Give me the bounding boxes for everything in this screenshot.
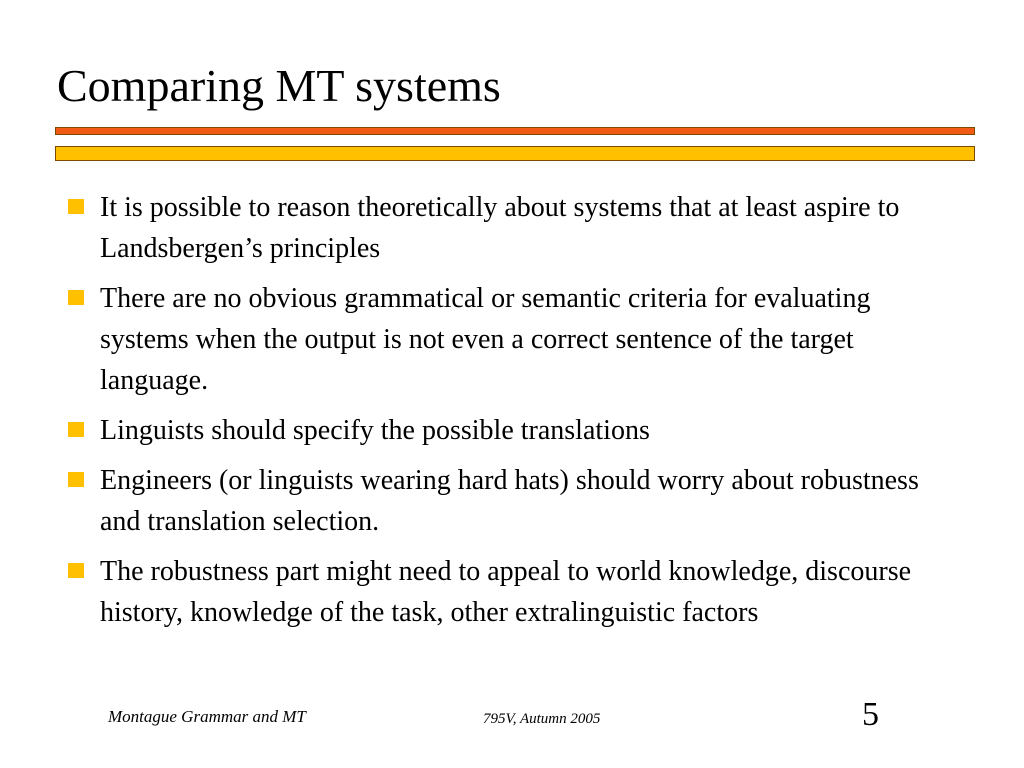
bullet-text: Engineers (or linguists wearing hard hats) should worry about robustness and translation selection. [100, 465, 919, 537]
title-rule-orange [55, 127, 975, 135]
bullet-text: It is possible to reason theoretically about systems that at least aspire to Landsbergen’s principles [100, 192, 900, 264]
title-rule-yellow [55, 146, 975, 161]
bullet-item [64, 551, 964, 633]
square-bullet-icon [68, 199, 84, 214]
bullet-text: There are no obvious grammatical or semantic criteria for evaluating systems when the output is not even a correct sentence of the target language. [100, 283, 871, 396]
bullet-item [64, 278, 964, 401]
square-bullet-icon [68, 563, 84, 578]
square-bullet-icon [68, 290, 84, 305]
square-bullet-icon [68, 422, 84, 437]
bullet-text: Linguists should specify the possible translations [100, 415, 650, 446]
square-bullet-icon [68, 472, 84, 487]
bullet-text: The robustness part might need to appeal to world knowledge, discourse history, knowledge of the task, other extralinguistic factors [100, 556, 912, 628]
bullet-item [64, 460, 964, 542]
bullet-item [64, 187, 964, 269]
page-number: 5 [862, 696, 879, 733]
slide-title: Comparing MT systems [57, 60, 501, 111]
footer-course-title: Montague Grammar and MT [108, 707, 306, 726]
footer-term: 795V, Autumn 2005 [483, 711, 601, 727]
bullet-list [64, 187, 964, 642]
bullet-item [64, 410, 964, 451]
